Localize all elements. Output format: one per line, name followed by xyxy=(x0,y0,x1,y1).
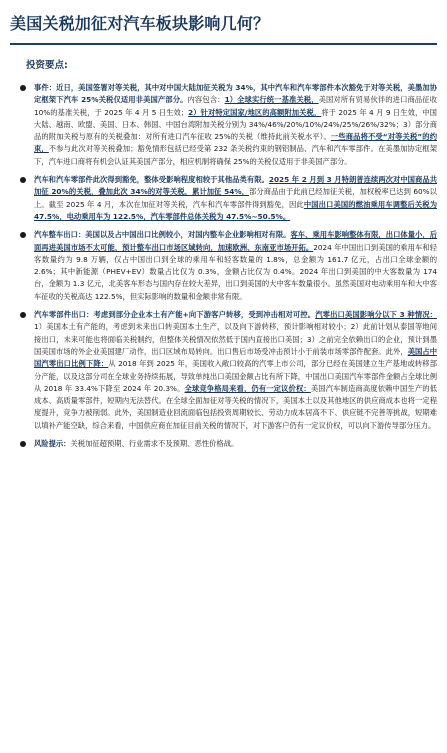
bullet-text-segment: 事件： xyxy=(34,83,57,92)
bullet-text-segment: 一些商品将不受“对等关税”的约束， xyxy=(34,132,438,154)
bullet-events xyxy=(10,82,437,168)
bullet-text-segment: 近日，美国签署对等关税，其中对中国大陆加征关税为 34%，其中汽车和汽车零部件本次豁免于对等关税，美墨加协定框架下汽车 25%关税仅适用非美国产部分。 xyxy=(34,83,437,105)
bullet-text-segment: 1）全球实行统一基准关税， xyxy=(224,95,319,105)
bullet-text-segment: 2025 年 2 月到 3 月特朗普连续两次对中国商品共加征 20%的关税，叠加此次 34%的对等关税，累计加征 54%， xyxy=(34,175,437,197)
bullet-text-segment: 不参与此次对等关税叠加；豁免情形包括已经受第 232 条关税约束的钢铝制品、汽车和汽车零部件。在美墨加协定框架下，汽车进口商将有机会认证其美国产部分，相应机制将确保 25%的关税仅适用于非美国产部分。 xyxy=(34,144,437,166)
bullet-text-segment: 汽车整车出口：美国以及占中国出口比例较小，对国内整车企业影响相对有限。 xyxy=(34,230,291,240)
bullet-text-segment: 中国出口美国的燃油乘用车调整后关税为 47.5%，电动乘用车为 122.5%，汽车零部件总体关税为 47.5%~50.5%。 xyxy=(34,199,438,221)
bullet-dot-icon xyxy=(20,232,26,238)
bullet-list xyxy=(10,82,437,450)
title-divider xyxy=(10,43,437,45)
bullet-text-segment: 汽零出口美国影响分以下 3 种情况： xyxy=(315,310,437,320)
bullet-text-segment: 美国汽车制造商高度依赖中国生产的低成本、高质量零部件，短期内无法替代。在全球全面加征对等关税的情况下，美国本土以及其他地区的供应商成本也将一定程度提升，竞争力被削弱。此外，美国制造业回流面临包括投资周期较长、劳动力成本居高不下、供应链不完善等挑战，短期难以填补产能空缺，综合来看，中国供应商在加征目前关税的情况下，对下游客户仍有一定议价权，可以向下游传导部分压力。 xyxy=(34,383,438,430)
page-title: 美国关税加征对汽车板块影响几何？ xyxy=(10,14,270,33)
bullet-dot-icon xyxy=(20,177,26,183)
bullet-exports xyxy=(10,229,437,303)
bullet-risk xyxy=(10,438,437,450)
bullet-text-segment: 客车、乘用车影响整体有限，出口体量小，后面再进美国市场不太可能，预计整车出口市场区域转向，加速欧洲、东南亚市场开拓。 xyxy=(34,230,438,252)
bullet-parts xyxy=(10,309,437,432)
bullet-text-segment: 部分商品由于此前已经加征关税，加权税率已达到 60%以上。截至 2025 年 4 月，本次在加征对等关税，汽车和汽车零部件得到豁免，因此 xyxy=(34,187,437,209)
bullet-text-segment: 风险提示： xyxy=(34,439,71,449)
bullet-text-segment: 部分商品的附加关税与原有的关税叠加： xyxy=(34,119,437,142)
bullet-text-segment: 全球竞争格局来看，仍有一定议价权： xyxy=(184,383,311,393)
bullet-text-segment: 2024 年中国出口到美国的乘用车和轻客数量约为 9.8 万辆，仅占中国出口到全球的乘用车和轻客数量的 1.8%，总金额为 161.7 亿元，占出口全球金额的 2.6%；其中新能源（PHEV+EV）数量占比仅为 0.3%，金额占比仅为 0.4%。2024 年出口到美国的中大客数量为 174 台，金额为 1.3 亿元，北美客车形态与国内存在较大差异，出口到美国的大中客车数量很小。虽然美国对电动乘用车和大中客车征收的关税高达 122.5%，但实际影响的数量和金额非常有限。 xyxy=(34,242,437,301)
bullet-dot-icon xyxy=(20,312,26,318)
bullet-text-segment: 3） xyxy=(403,119,416,129)
section-heading: 投资要点: xyxy=(26,60,68,71)
bullet-text-segment: 将于 2025 年 4 月 9 日生效，中国大陆、越南、欧盟、美国、日本、韩国、中国台湾附加关税分别为 34%/46%/20%/10%/24%/25%/26%/32%； xyxy=(34,107,437,129)
bullet-text-segment: 美国占中国汽零出口比例下降： xyxy=(34,346,437,369)
bullet-text-segment: 对所有进口汽车征收 25%的关税（维持此前关税水平）。 xyxy=(145,132,331,142)
bullet-vehicles xyxy=(10,174,437,223)
bullet-text-segment: 内容包含： xyxy=(187,95,225,105)
bullet-text-segment: 汽车零部件出口：考虑到部分企业本土有产能+向下游客户转移，受到冲击相对可控。 xyxy=(34,310,316,320)
bullet-text-segment: 汽车和汽车零部件此次得到豁免，整体受影响程度相较于其他品类有限。 xyxy=(34,175,269,185)
bullet-text-segment: 从 2018 年到 2025 年，美国收入敞口较高的汽零上市公司，部分已经在美国建立生产基地或转移部分产能，以及这部分司在全球业务持续拓展，导致单纯出口美国金额占比有所下降，中国出口美国汽车零部件金额占全球比例从 2018 年 33.4%下降至 2024 年 20.3%。 xyxy=(34,359,438,393)
bullet-dot-icon xyxy=(20,85,26,91)
bullet-text-segment: 美国对所有贸易伙伴的进口商品征收 10%的基准关税，于 2025 年 4 月 5 日生效； xyxy=(34,95,438,117)
bullet-text-segment: 1）美国本土有产能的，考虑到未来出口转美国本土生产，以及向下游转移，预计影响相对较小；2）此前计划从泰国等地间接出口，未来可能也将面临关税制约，但整体关税情况依然低于国内直接出口美国；3）之前完全依赖出口的企业，预计到墨国美国市场的外企业美国建厂动作，出口区域布局转向。出口售后市场受冲击预计小于前装市场零部件配套。此外， xyxy=(34,322,437,356)
bullet-text-segment: 关税加征超预期、行业需求不及预期、恶性价格战。 xyxy=(70,439,239,449)
bullet-dot-icon xyxy=(20,441,26,447)
bullet-text-segment: 2）针对特定国家/地区的高额附加关税， xyxy=(188,107,322,117)
